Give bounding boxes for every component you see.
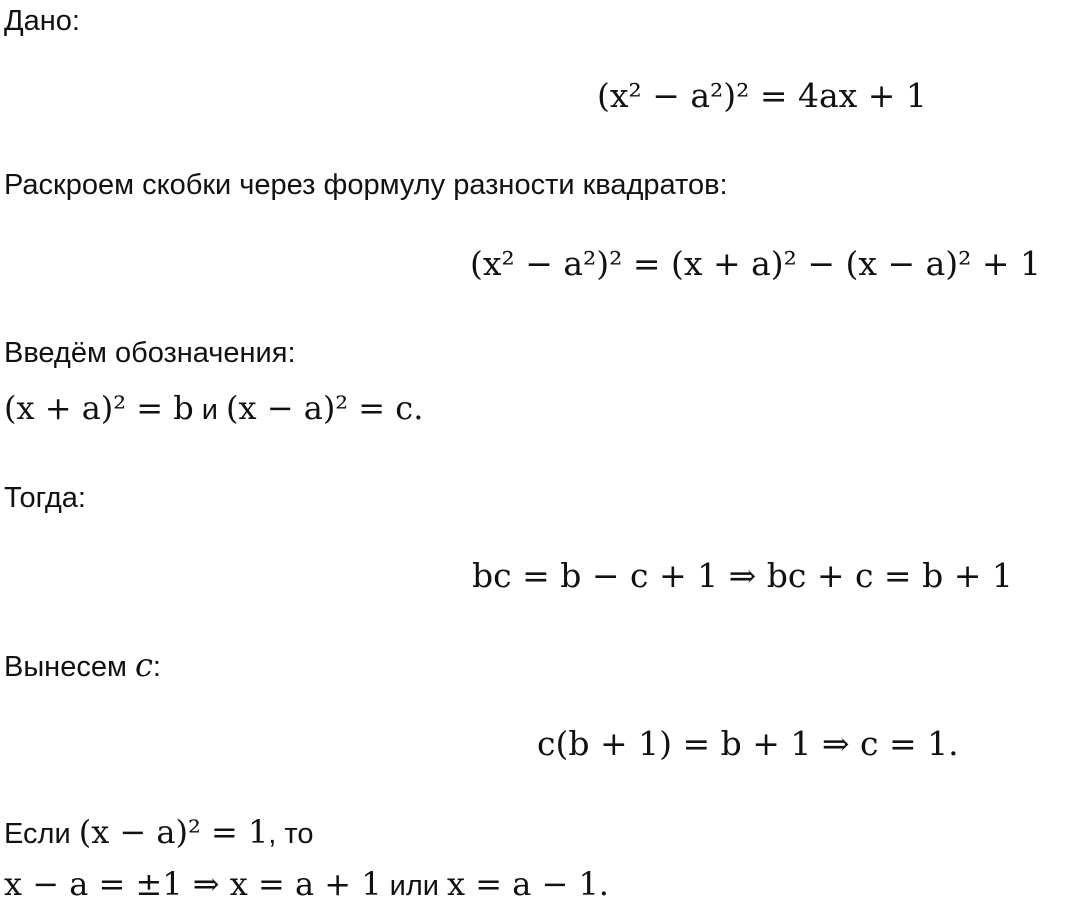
if-line (4, 812, 314, 854)
notation-line (4, 388, 423, 430)
equation-factored: c(b + 1) = b + 1 ⇒ c = 1. (537, 724, 959, 763)
if-prefix: Если (4, 818, 79, 850)
final-math-2: x = a − 1. (447, 865, 609, 903)
if-suffix: , то (268, 818, 314, 850)
factor-label (4, 645, 161, 687)
factor-var: c (134, 646, 153, 684)
equation-substitution: bc = b − c + 1 ⇒ bc + c = b + 1 (472, 556, 1013, 595)
notation-c: (x − a)² = c. (226, 389, 424, 427)
final-or: или (381, 870, 447, 902)
notation-and: и (193, 394, 227, 426)
then-label: Тогда: (4, 482, 86, 514)
factor-prefix: Вынесем (4, 651, 135, 683)
expand-label: Раскроем скобки через формулу разности квадратов: (4, 169, 728, 201)
given-label: Дано: (4, 5, 80, 37)
notation-label: Введём обозначения: (4, 337, 296, 369)
factor-suffix: : (152, 651, 161, 683)
if-math: (x − a)² = 1 (78, 813, 269, 851)
final-line (4, 864, 609, 906)
notation-b: (x + a)² = b (4, 389, 194, 427)
equation-expansion: (x² − a²)² = (x + a)² − (x − a)² + 1 (470, 244, 1042, 283)
final-math-1: x − a = ±1 ⇒ x = a + 1 (4, 865, 382, 903)
equation-given: (x² − a²)² = 4ax + 1 (597, 76, 927, 115)
